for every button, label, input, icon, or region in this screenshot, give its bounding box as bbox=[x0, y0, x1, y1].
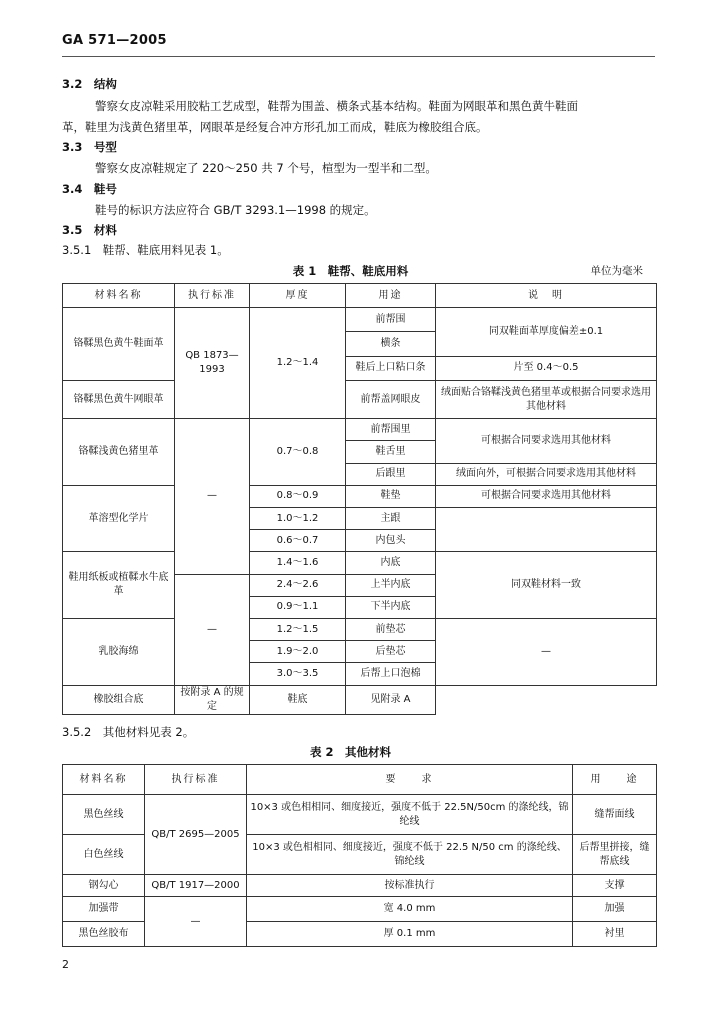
t2-standard-cell: QB/T 2695—2005 bbox=[145, 795, 247, 875]
standard-number: GA 571—2005 bbox=[62, 33, 167, 48]
section-3-5-2: 3.5.2 其他材料见表 2。 bbox=[62, 725, 195, 739]
t1-note-cell bbox=[436, 508, 657, 552]
t2-header-standard: 执行标准 bbox=[145, 765, 247, 795]
t2-requirement-cell: 宽 4.0 mm bbox=[247, 897, 573, 922]
t2-use-cell: 衬里 bbox=[573, 922, 657, 947]
t1-thickness-cell: 1.0～1.2 bbox=[250, 508, 346, 530]
t1-use-cell: 前帮围 bbox=[346, 308, 436, 332]
t2-material-cell: 加强带 bbox=[63, 897, 145, 922]
t1-note-cell: 同双鞋材料一致 bbox=[436, 552, 657, 619]
table-1 bbox=[62, 283, 657, 715]
t1-header-use: 用途 bbox=[346, 284, 436, 308]
t2-header-use: 用 途 bbox=[573, 765, 657, 795]
t2-material-cell: 白色丝线 bbox=[63, 835, 145, 875]
t1-header-thickness: 厚度 bbox=[250, 284, 346, 308]
t1-thickness-cell: 2.4～2.6 bbox=[250, 574, 346, 596]
table-1-title: 表 1 鞋帮、鞋底用料 bbox=[292, 264, 409, 278]
t1-use-cell: 后跟里 bbox=[346, 463, 436, 485]
page-number: 2 bbox=[62, 958, 69, 971]
table-2 bbox=[62, 764, 657, 947]
t1-thickness-cell: 0.8～0.9 bbox=[250, 485, 346, 507]
t2-requirement-cell: 厚 0.1 mm bbox=[247, 922, 573, 947]
section-3-3-paragraph: 警察女皮凉鞋规定了 220～250 共 7 个号，楦型为一型半和二型。 bbox=[95, 161, 437, 175]
t1-thickness-cell: 0.7～0.8 bbox=[250, 419, 346, 486]
t2-material-cell: 黑色丝胶布 bbox=[63, 922, 145, 947]
t1-note-cell: 绒面贴合铬鞣浅黄色猪里革或根据合同要求选用其他材料 bbox=[436, 380, 657, 418]
t2-material-cell: 钢勾心 bbox=[63, 875, 145, 897]
t1-thickness-cell: 1.2～1.4 bbox=[250, 308, 346, 419]
t1-note-cell: 可根据合同要求选用其他材料 bbox=[436, 419, 657, 463]
t1-thickness-cell: 1.2～1.5 bbox=[250, 619, 346, 641]
t2-requirement-cell: 按标准执行 bbox=[247, 875, 573, 897]
t2-use-cell: 缝帮面线 bbox=[573, 795, 657, 835]
t2-use-cell: 后帮里拼接，缝帮底线 bbox=[573, 835, 657, 875]
t1-thickness-cell: 1.4～1.6 bbox=[250, 552, 346, 574]
t1-thickness-cell: 0.6～0.7 bbox=[250, 530, 346, 552]
section-3-2-paragraph-line-1: 警察女皮凉鞋采用胶粘工艺成型，鞋帮为围盖、横条式基本结构。鞋面为网眼革和黑色黄牛鞋面 bbox=[95, 99, 578, 113]
t1-material-cell: 铬鞣浅黄色猪里革 bbox=[63, 419, 175, 486]
t1-use-cell: 内包头 bbox=[346, 530, 436, 552]
t1-header-note: 说 明 bbox=[436, 284, 657, 308]
t1-use-cell: 后帮上口泡棉 bbox=[346, 663, 436, 685]
t1-note-cell: 可根据合同要求选用其他材料 bbox=[436, 485, 657, 507]
t1-material-cell: 鞋用纸板或植鞣水牛底革 bbox=[63, 552, 175, 619]
section-3-5-1: 3.5.1 鞋帮、鞋底用料见表 1。 bbox=[62, 243, 229, 257]
t1-use-cell: 下半内底 bbox=[346, 596, 436, 618]
t1-material-cell: 铬鞣黑色黄牛鞋面革 bbox=[63, 308, 175, 381]
t1-use-cell: 前垫芯 bbox=[346, 619, 436, 641]
t1-use-cell: 鞋底 bbox=[250, 685, 346, 714]
t2-requirement-cell: 10×3 或色相相同、细度接近，强度不低于 22.5 N/50 cm 的涤纶线、锦纶线 bbox=[247, 835, 573, 875]
t1-note-cell: 片至 0.4～0.5 bbox=[436, 356, 657, 380]
section-3-4-title: 3.4 鞋号 bbox=[62, 182, 117, 196]
t2-standard-cell: QB/T 1917—2000 bbox=[145, 875, 247, 897]
t2-header-material: 材料名称 bbox=[63, 765, 145, 795]
t1-use-cell: 横条 bbox=[346, 332, 436, 356]
t1-use-cell: 上半内底 bbox=[346, 574, 436, 596]
t1-use-cell: 鞋垫 bbox=[346, 485, 436, 507]
t2-header-requirement: 要 求 bbox=[247, 765, 573, 795]
t2-standard-cell: — bbox=[145, 897, 247, 947]
t1-material-cell: 铬鞣黑色黄牛网眼革 bbox=[63, 380, 175, 418]
t1-standard-cell: QB 1873—1993 bbox=[175, 308, 250, 419]
t1-material-cell: 乳胶海绵 bbox=[63, 619, 175, 686]
t1-material-cell: 橡胶组合底 bbox=[63, 685, 175, 714]
t2-use-cell: 加强 bbox=[573, 897, 657, 922]
t2-use-cell: 支撑 bbox=[573, 875, 657, 897]
t1-use-cell: 内底 bbox=[346, 552, 436, 574]
t1-use-cell: 后垫芯 bbox=[346, 641, 436, 663]
t1-header-material: 材料名称 bbox=[63, 284, 175, 308]
t1-material-cell: 革溶型化学片 bbox=[63, 485, 175, 552]
t2-requirement-cell: 10×3 或色相相同、细度接近，强度不低于 22.5N/50cm 的涤纶线，锦纶线 bbox=[247, 795, 573, 835]
t1-note-cell: — bbox=[436, 619, 657, 686]
t1-use-cell: 鞋后上口粘口条 bbox=[346, 356, 436, 380]
t1-use-cell: 鞋舌里 bbox=[346, 441, 436, 463]
t1-note-cell: 见附录 A bbox=[346, 685, 436, 714]
section-3-5-title: 3.5 材料 bbox=[62, 223, 117, 237]
t1-note-cell: 同双鞋面革厚度偏差±0.1 bbox=[436, 308, 657, 356]
t1-thickness-cell: 0.9～1.1 bbox=[250, 596, 346, 618]
section-3-2-title: 3.2 结构 bbox=[62, 77, 117, 91]
t1-thickness-cell: 按附录 A 的规定 bbox=[175, 685, 250, 714]
t1-use-cell: 前帮盖网眼皮 bbox=[346, 380, 436, 418]
section-3-3-title: 3.3 号型 bbox=[62, 140, 117, 154]
t1-standard-cell: — bbox=[175, 419, 250, 574]
table-2-title: 表 2 其他材料 bbox=[309, 745, 391, 759]
section-3-2-paragraph-line-2: 革，鞋里为浅黄色猪里革，网眼革是经复合冲方形孔加工而成，鞋底为橡胶组合底。 bbox=[62, 120, 488, 134]
t1-note-cell: 绒面向外，可根据合同要求选用其他材料 bbox=[436, 463, 657, 485]
t2-material-cell: 黑色丝线 bbox=[63, 795, 145, 835]
t1-thickness-cell: 1.9～2.0 bbox=[250, 641, 346, 663]
t1-thickness-cell: 3.0～3.5 bbox=[250, 663, 346, 685]
t1-header-standard: 执行标准 bbox=[175, 284, 250, 308]
t1-use-cell: 主跟 bbox=[346, 508, 436, 530]
t1-standard-cell: — bbox=[175, 574, 250, 685]
section-3-4-paragraph: 鞋号的标识方法应符合 GB/T 3293.1—1998 的规定。 bbox=[95, 203, 376, 217]
table-1-unit: 单位为毫米 bbox=[590, 265, 643, 277]
header-rule bbox=[62, 56, 655, 57]
t1-use-cell: 前帮围里 bbox=[346, 419, 436, 441]
